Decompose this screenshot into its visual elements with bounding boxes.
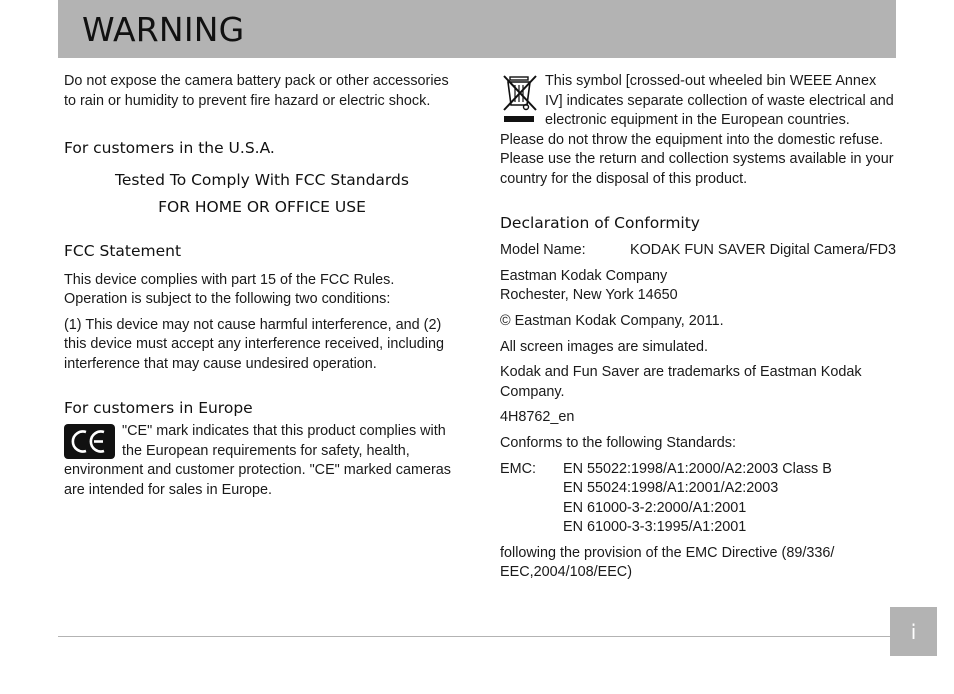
conforms-text: Conforms to the following Standards: [500,434,736,451]
company-name: Eastman Kodak Company [500,267,668,284]
page-number: i [890,607,937,656]
emc-label: EMC: [500,460,536,477]
company-city: Rochester, New York 14650 [500,287,678,304]
model-name-label: Model Name: [500,242,586,259]
weee-bin-icon [500,72,540,128]
usa-heading: For customers in the U.S.A. [64,139,275,158]
weee-section [500,72,896,190]
model-name-value: KODAK FUN SAVER Digital Camera/FD3 [629,242,897,259]
fcc-tested-line: Tested To Comply With FCC Standards [115,170,409,189]
fcc-paragraph-1: This device complies with part 15 of the FCC Rules. Operation is subject to the following two conditions: [64,271,395,308]
trademarks-text: Kodak and Fun Saver are trademarks of Eastman Kodak Company. [500,364,862,400]
left-column [64,72,460,501]
emc-standards-row [500,460,896,538]
document-code: 4H8762_en [500,409,575,426]
right-column [500,72,896,589]
emc-standard-item: EN 61000-3-2:2000/A1:2001 [563,499,747,516]
emc-standard-item: EN 55022:1998/A1:2000/A2:2003 Class B [563,460,832,477]
copyright-text: © Eastman Kodak Company, 2011. [500,312,724,329]
ce-description-text: "CE" mark indicates that this product complies with the European requirements for safety, health, environment and customer protection. "CE" marked cameras are intended for sales in Europe. [64,423,451,498]
ce-mark-icon [64,424,115,459]
emc-standards-list [563,460,832,538]
battery-warning-text: Do not expose the camera battery pack or other accessories to rain or humidity to prevent fire hazard or electric shock. [64,73,449,109]
company-address [500,267,896,306]
ce-section [64,422,460,500]
europe-heading: For customers in Europe [64,398,253,417]
declaration-heading: Declaration of Conformity [500,213,700,232]
fcc-paragraph-2: (1) This device may not cause harmful interference, and (2) this device must accept any interference received, including interference that may cause undesired operation. [64,316,444,372]
directive-text: following the provision of the EMC Directive (89/336/ EEC,2004/108/EEC) [500,544,835,581]
header-banner [58,0,896,58]
emc-standard-item: EN 61000-3-3:1995/A1:2001 [563,519,747,536]
weee-description-text: This symbol [crossed-out wheeled bin WEEE Annex IV] indicates separate collection of waste electrical and electronic equipment in the European countries. Please do not throw the equipment into the domestic refuse. Please use the return and collection systems available in your country for the disposal of this product. [500,73,894,187]
fcc-statement-heading: FCC Statement [64,241,182,260]
model-name-row [500,241,896,261]
emc-standard-item: EN 55024:1998/A1:2001/A2:2003 [563,480,779,497]
simulated-text: All screen images are simulated. [500,338,708,355]
footer-divider [58,636,890,637]
page-title: WARNING [82,10,245,49]
fcc-home-line: FOR HOME OR OFFICE USE [158,198,366,217]
